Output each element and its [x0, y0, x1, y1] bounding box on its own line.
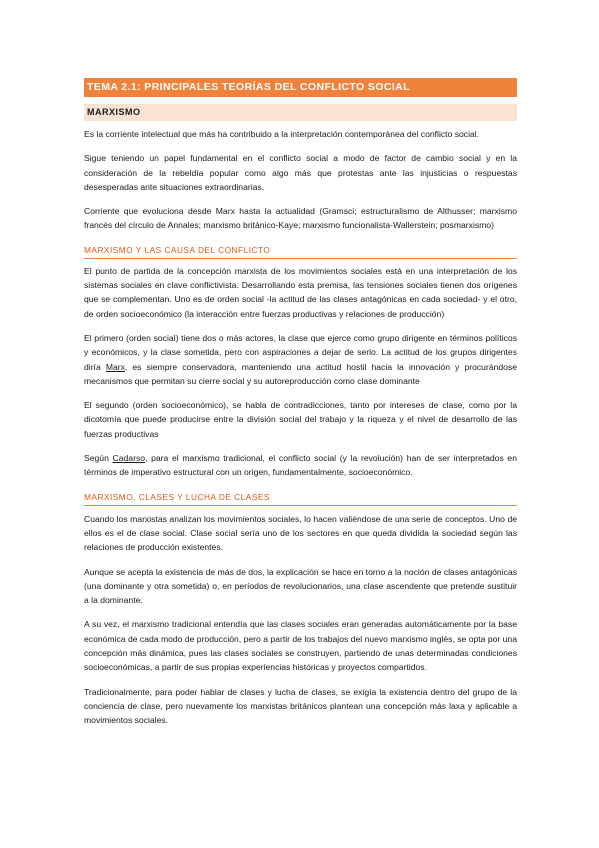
section2-paragraph-1: Cuando los marxistas analizan los movimientos sociales, lo hacen valiéndose de una serie de conceptos. Uno de ellos es el de clase social. Clase social sería uno de los sectores en que queda dividida la sociedad según las relaciones de producción existentes.: [84, 513, 517, 553]
intro-paragraph-1: Es la corriente intelectual que más ha contribuido a la interpretación contemporánea del conflicto social.: [84, 129, 480, 139]
paragraph-text: Según: [84, 453, 113, 464]
section1-paragraph-1: El punto de partida de la concepción marxista de los movimientos sociales está en una interpretación de los sistemas sociales en clave conflictivista. Desarrollando esta premisa, las tensiones sociales tienen dos orígenes que se complementan. Uno es de orden social -la actitud de las clases antagónicas en cada sociedad- y el otro, de orden socioeconómico (la interacción entre fuerzas productivas y relaciones de producción): [84, 265, 517, 319]
section1-paragraph-2: [84, 331, 517, 388]
section1-paragraph-4: [84, 451, 517, 480]
intro-paragraph-3: Corriente que evoluciona desde Marx hasta la actualidad (Gramsci; estructuralismo de Althusser; marxismo francés del círculo de Annales; marxismo británico-Kaye; marxismo funcionalista-Wallerstein; posmarxismo): [84, 206, 517, 231]
section-heading-causes: MARXISMO Y LAS CAUSA DEL CONFLICTO: [84, 245, 517, 259]
paragraph-text: , es siempre conservadora, manteniendo una actitud hostil hacia la innovación y procurándose mecanismos que permitan su cierre social y su autoreproducción como clase dominante: [84, 361, 517, 386]
paragraph-text: El primero (orden social) tiene dos o más actores, la clase que ejerce como grupo dirigente en términos políticos y económicos, y la clase sometida, pero con aspiraciones a dejar de serlo. La actitud de los grupos dirigentes diría: [84, 332, 517, 372]
paragraph-text: , para el marxismo tradicional, el conflicto social (y la revolución) han de ser interpretados en términos de imperativo estructural con un origen, fundamentalmente, socioeconómico.: [84, 453, 517, 478]
marx-reference: Marx: [105, 361, 125, 372]
section-heading-classes: MARXISMO, CLASES Y LUCHA DE CLASES: [84, 492, 517, 506]
intro-paragraph-2: Sigue teniendo un papel fundamental en el conflicto social a modo de factor de cambio social y en la consideración de la rebeldía popular como algo más que protestas ante las injusticias o respuestas desesperadas ante situaciones extraordinarias.: [84, 153, 517, 192]
section2-paragraph-2: Aunque se acepta la existencia de más de dos, la explicación se hace en torno a la noción de clases antagónicas (una dominante y otra sometida) o, en períodos de revolucionarios, una clase ascendente que pretende sustituir a la dominante.: [84, 566, 517, 606]
document-page: [84, 78, 517, 728]
cadarso-reference: Cadarso: [112, 453, 146, 464]
subtitle-bar: MARXISMO: [84, 104, 517, 121]
section1-paragraph-3: El segundo (orden socioeconómico), se habla de contradicciones, tanto por intereses de clase, como por la dicotomía que puede producirse entre la división social del trabajo y la riqueza y el nivel de desarrollo de las fuerzas productivas: [84, 400, 517, 439]
section2-paragraph-4: Tradicionalmente, para poder hablar de clases y lucha de clases, se exigía la existencia dentro del grupo de la conciencia de clase, pero nuevamente los marxistas británicos plantean una concepción más laxa y aplicable a movimientos sociales.: [84, 686, 517, 726]
document-title: TEMA 2.1: PRINCIPALES TEORÍAS DEL CONFLICTO SOCIAL: [84, 78, 517, 97]
section2-paragraph-3: A su vez, el marxismo tradicional entendía que las clases sociales eran generadas automáticamente por la base económica de cada modo de producción, pero a partir de los trabajos del nuevo marxismo inglés, se opta por una concepción más dinámica, pues las clases sociales se construyen, partiendo de unas determinadas condiciones socioeconómicas, a partir de sus propias experiencias históricas y proyectos compartidos.: [84, 619, 517, 673]
